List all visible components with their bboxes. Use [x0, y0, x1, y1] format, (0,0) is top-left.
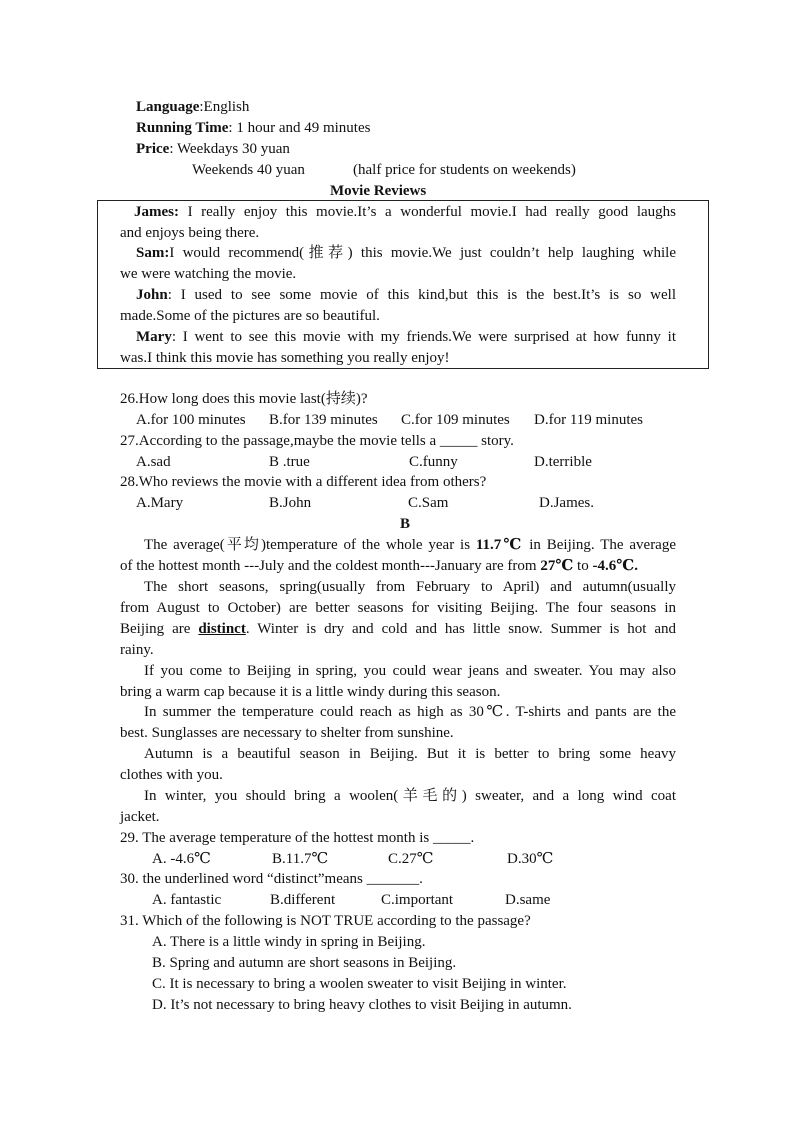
para1-text-a: The average(平均)temperature of the whole year is [144, 537, 476, 553]
q31-option-c[interactable]: C. It is necessary to bring a woolen sweater to visit Beijing in winter. [152, 976, 567, 992]
q30-option-d[interactable]: D.same [505, 892, 551, 908]
para4-text-b: . T-shirts and pants are the [505, 704, 676, 720]
distinct-underlined: distinct [198, 621, 246, 637]
running-time-line [136, 118, 370, 138]
q31-option-d[interactable]: D. It’s not necessary to bring heavy clothes to visit Beijing in autumn. [152, 997, 572, 1013]
reviewer-name: James: [134, 204, 179, 220]
para2-line3 [120, 619, 676, 639]
para4-line1 [144, 702, 676, 722]
review-sam-line1 [120, 243, 676, 263]
q28-option-a[interactable]: A.Mary [136, 495, 184, 511]
question-28: 28.Who reviews the movie with a different idea from others? [120, 474, 487, 490]
q29-option-a[interactable]: A. -4.6℃ [152, 851, 211, 867]
question-29: 29. The average temperature of the hottest month is _____. [120, 830, 475, 846]
para1-text-d: of the hottest month ---July and the coldest month---January are from [120, 558, 541, 574]
para1-text-c: in Beijing. The average [523, 537, 676, 553]
q30-option-c[interactable]: C.important [381, 892, 454, 908]
para2-line4: rainy. [120, 642, 154, 658]
para1-line2 [120, 556, 638, 576]
para5-line2: clothes with you. [120, 767, 223, 783]
q26-option-d[interactable]: D.for 119 minutes [534, 412, 644, 428]
q28-option-b[interactable]: B.John [269, 495, 312, 511]
distinct-word [198, 621, 246, 637]
section-b-title: B [400, 516, 411, 532]
review-text: : I went to see this movie with my friends.We were surprised at how funny it [171, 329, 676, 345]
q29-option-b[interactable]: B.11.7℃ [272, 851, 329, 867]
para3-line1: If you come to Beijing in spring, you could wear jeans and sweater. You may also [144, 663, 676, 679]
q26-option-a[interactable]: A.for 100 minutes [136, 412, 246, 428]
q30-option-a[interactable]: A. fantastic [152, 892, 222, 908]
para1-line1 [120, 535, 676, 555]
q31-option-a[interactable]: A. There is a little windy in spring in Beijing. [152, 934, 426, 950]
language-line [136, 97, 249, 117]
question-26: 26.How long does this movie last(持续)? [120, 391, 368, 407]
q31-option-b[interactable]: B. Spring and autumn are short seasons in Beijing. [152, 955, 457, 971]
para5-line1: Autumn is a beautiful season in Beijing. But it is better to bring some heavy [144, 746, 676, 762]
price-line [136, 139, 290, 159]
q29-option-d[interactable]: D.30℃ [507, 851, 554, 867]
language-value: :English [199, 99, 250, 115]
price-label: Price [136, 141, 170, 157]
running-time-label: Running Time [136, 120, 229, 136]
question-30: 30. the underlined word “distinct”means _______. [120, 871, 423, 887]
q30-option-b[interactable]: B.different [270, 892, 336, 908]
para6-line2: jacket. [120, 809, 160, 825]
review-mary-line1 [120, 327, 676, 347]
q28-option-c[interactable]: C.Sam [408, 495, 449, 511]
review-james-line2: and enjoys being there. [120, 225, 260, 241]
review-john-line1 [120, 285, 676, 305]
reviews-title: Movie Reviews [330, 183, 427, 199]
language-label: Language [136, 99, 200, 115]
para2-text-a: Beijing are [120, 621, 199, 637]
q27-option-b[interactable]: B .true [269, 454, 310, 470]
review-text: I really enjoy this movie.It’s a wonderful movie.I had really good laughs [179, 204, 676, 220]
weekend-price: Weekends 40 yuan [192, 162, 305, 178]
reviewer-name: Mary [136, 329, 172, 345]
review-mary-line2: was.I think this movie has something you really enjoy! [120, 350, 450, 366]
annual-average-temp: 11.7℃ [475, 537, 524, 553]
q26-option-b[interactable]: B.for 139 minutes [269, 412, 378, 428]
q27-option-a[interactable]: A.sad [136, 454, 171, 470]
q26-option-c[interactable]: C.for 109 minutes [401, 412, 510, 428]
review-text: I would recommend(推荐) this movie.We just couldn’t help laughing while [169, 245, 676, 261]
para2-line2: from August to October) are better seasons for visiting Beijing. The four seasons in [120, 600, 676, 616]
reviewer-name: Sam: [136, 245, 170, 261]
question-27: 27.According to the passage,maybe the movie tells a _____ story. [120, 433, 514, 449]
july-temp: 27℃ [540, 558, 574, 574]
para2-line1: The short seasons, spring(usually from February to April) and autumn(usually [144, 579, 676, 595]
reviewer-name: John [136, 287, 168, 303]
question-31: 31. Which of the following is NOT TRUE according to the passage? [120, 913, 531, 929]
half-price-note: (half price for students on weekends) [353, 162, 576, 178]
january-temp: -4.6℃. [592, 558, 638, 574]
price-value: : Weekdays 30 yuan [169, 141, 290, 157]
para4-text-a: In summer the temperature could reach as high as 30℃ [144, 704, 506, 720]
q27-option-d[interactable]: D.terrible [534, 454, 592, 470]
running-time-value: : 1 hour and 49 minutes [228, 120, 371, 136]
review-james-line1 [120, 202, 676, 222]
para3-line2: bring a warm cap because it is a little windy during this season. [120, 684, 501, 700]
review-text: : I used to see some movie of this kind,but this is the best.It’s is so well [167, 287, 676, 303]
para6-line1: In winter, you should bring a woolen(羊毛的) sweater, and a long wind coat [144, 788, 676, 804]
q29-option-c[interactable]: C.27℃ [388, 851, 434, 867]
q27-option-c[interactable]: C.funny [409, 454, 458, 470]
q28-option-d[interactable]: D.James. [539, 495, 594, 511]
review-sam-line2: we were watching the movie. [120, 266, 297, 282]
review-john-line2: made.Some of the pictures are so beautiful. [120, 308, 380, 324]
para2-text-c: . Winter is dry and cold and has little snow. Summer is hot and [245, 621, 676, 637]
para4-line2: best. Sunglasses are necessary to shelter from sunshine. [120, 725, 454, 741]
para1-text-f: to [573, 558, 593, 574]
